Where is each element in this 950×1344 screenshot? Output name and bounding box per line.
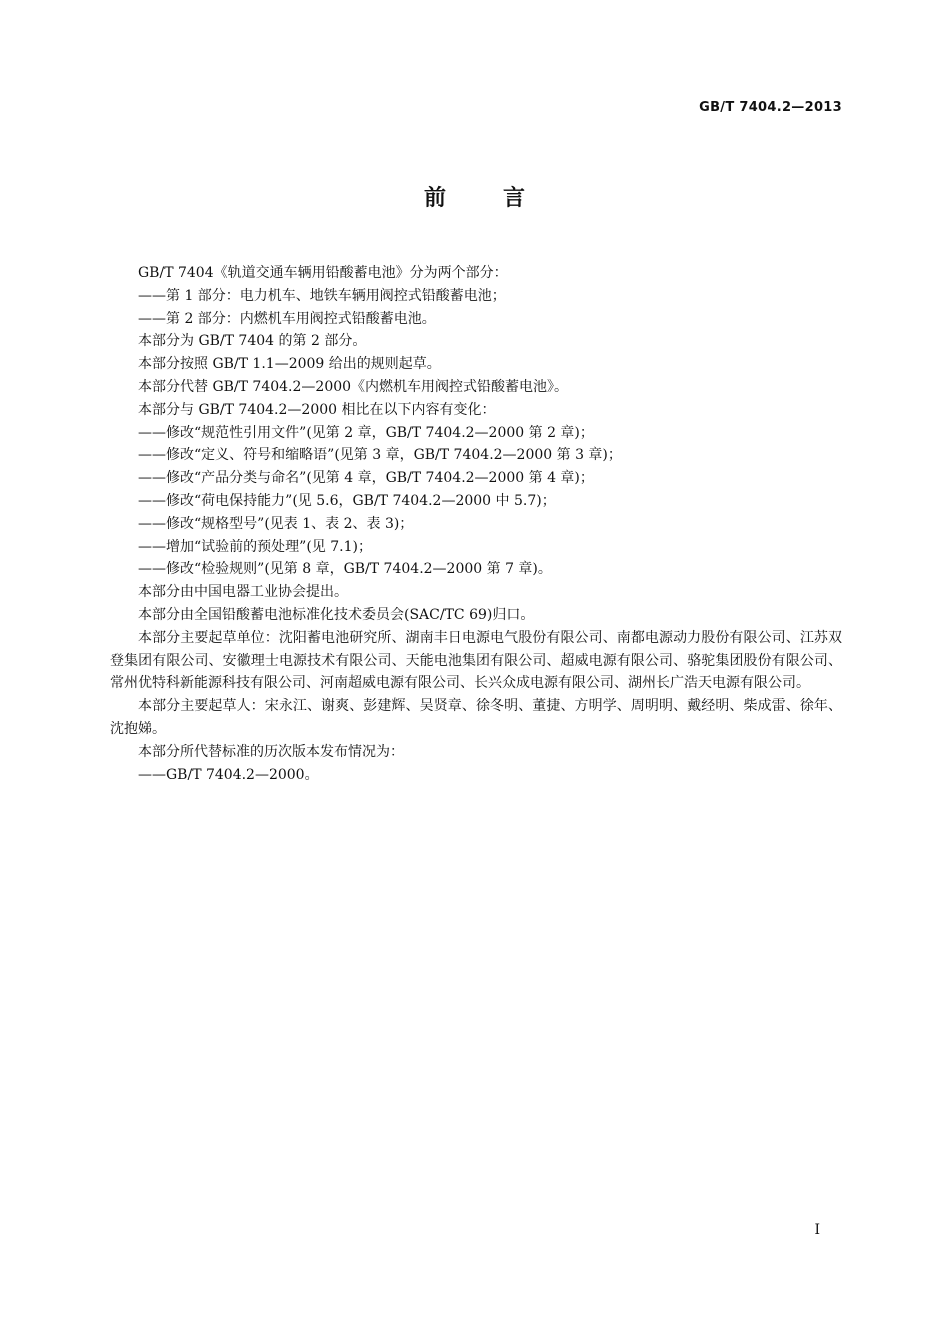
- paragraph: 本部分代替 GB/T 7404.2—2000《内燃机车用阀控式铅酸蓄电池》。: [138, 378, 569, 395]
- list-item: ——修改“定义、符号和缩略语”(见第 3 章，GB/T 7404.2—2000 第 3 章)；: [138, 447, 622, 464]
- list-item: ——增加“试验前的预处理”(见 7.1)；: [138, 538, 372, 555]
- list-item: ——修改“产品分类与命名”(见第 4 章，GB/T 7404.2—2000 第 4 章)；: [138, 470, 594, 487]
- list-item: ——修改“规格型号”(见表 1、表 2、表 3)；: [138, 515, 414, 532]
- list-item: ——修改“规范性引用文件”(见第 2 章，GB/T 7404.2—2000 第 2 章)；: [138, 424, 594, 441]
- list-item: ——GB/T 7404.2—2000。: [138, 766, 319, 783]
- page-title-char-2: 言: [503, 186, 527, 211]
- list-item: ——第 2 部分：内燃机车用阀控式铅酸蓄电池。: [138, 310, 436, 327]
- paragraph: 本部分由中国电器工业协会提出。: [138, 584, 348, 601]
- page-title-char-1: 前: [423, 186, 447, 211]
- foreword-body: [110, 262, 842, 786]
- paragraph: GB/T 7404《轨道交通车辆用铅酸蓄电池》分为两个部分：: [138, 265, 508, 281]
- paragraph: 本部分按照 GB/T 1.1—2009 给出的规则起草。: [138, 356, 441, 373]
- paragraph: 本部分为 GB/T 7404 的第 2 部分。: [138, 333, 367, 350]
- paragraph: 本部分与 GB/T 7404.2—2000 相比在以下内容有变化：: [138, 401, 496, 418]
- paragraph: 本部分由全国铅酸蓄电池标准化技术委员会(SAC/TC 69)归口。: [138, 606, 535, 623]
- document-code: GB/T 7404.2—2013: [699, 100, 842, 115]
- paragraph: 本部分所代替标准的历次版本发布情况为：: [138, 743, 404, 760]
- page-title: [0, 181, 950, 212]
- list-item: ——修改“检验规则”(见第 8 章，GB/T 7404.2—2000 第 7 章)。: [138, 561, 552, 578]
- drafters-paragraph: 本部分主要起草人：宋永江、谢爽、彭建辉、吴贤章、徐冬明、董捷、方明学、周明明、戴经明、柴成雷、徐年、沈抱娣。: [110, 698, 842, 737]
- list-item: ——第 1 部分：电力机车、地铁车辆用阀控式铅酸蓄电池；: [138, 287, 506, 304]
- drafting-units-paragraph: 本部分主要起草单位：沈阳蓄电池研究所、湖南丰日电源电气股份有限公司、南都电源动力股份有限公司、江苏双登集团有限公司、安徽理士电源技术有限公司、天能电池集团有限公司、超威电源有限公司、骆驼集团股份有限公司、常州优特科新能源科技有限公司、河南超威电源有限公司、长兴众成电源有限公司、湖州长广浩天电源有限公司。: [110, 629, 842, 692]
- page-number: I: [814, 1222, 820, 1238]
- list-item: ——修改“荷电保持能力”(见 5.6，GB/T 7404.2—2000 中 5.7)；: [138, 492, 556, 509]
